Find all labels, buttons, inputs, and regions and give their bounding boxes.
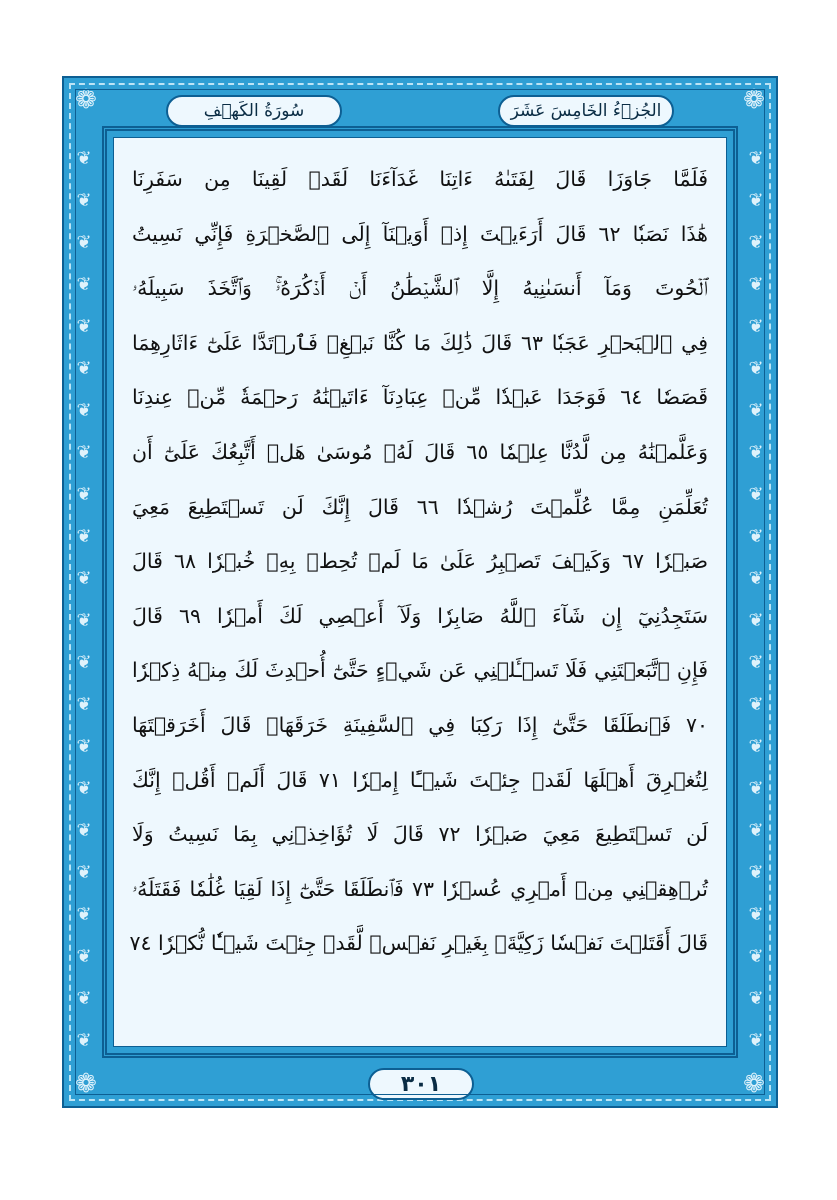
floral-corner-icon: ❁ bbox=[75, 1069, 97, 1099]
text-panel bbox=[113, 137, 727, 1047]
floral-corner-icon: ❁ bbox=[743, 85, 765, 115]
verse-line: تُرۡهِقۡنِي مِنۡ أَمۡرِي عُسۡرٗا ٧٣ فَٱنطَلَقَا حَتَّىٰٓ إِذَا لَقِيَا غُلَٰمٗا فَقَتَلَهُۥ bbox=[132, 876, 708, 901]
text-border bbox=[102, 126, 738, 1058]
verses-block bbox=[129, 152, 709, 1028]
verse-line: فَلَمَّا جَاوَزَا قَالَ لِفَتَىٰهُ ءَاتِنَا غَدَآءَنَا لَقَدۡ لَقِينَا مِن سَفَرِنَا bbox=[132, 167, 708, 191]
verse-line: قَصَصٗا ٦٤ فَوَجَدَا عَبۡدٗا مِّنۡ عِبَادِنَآ ءَاتَيۡنَٰهُ رَحۡمَةٗ مِّنۡ عِندِنَا bbox=[132, 385, 708, 410]
verse-line: ٧٠ فَٱنطَلَقَا حَتَّىٰٓ إِذَا رَكِبَا فِي ٱلسَّفِينَةِ خَرَقَهَاۖ قَالَ أَخَرَقۡتَهَا bbox=[132, 712, 708, 737]
juz-header: الجُزۡءُ الخَامِسَ عَشَرَ bbox=[498, 95, 674, 127]
floral-side-icon: ❦ ❦ ❦ ❦ ❦ ❦ ❦ ❦ ❦ ❦ ❦ ❦ ❦ ❦ ❦ ❦ ❦ ❦ ❦ ❦ ❦ ❦ bbox=[76, 148, 92, 1051]
page-number: ٣٠١ bbox=[368, 1068, 474, 1100]
mushaf-page-frame bbox=[62, 76, 778, 1108]
verse-line: ٱلۡحُوتَ وَمَآ أَنسَىٰنِيهُ إِلَّا ٱلشَّيۡطَٰنُ أَنۡ أَذۡكُرَهُۥۚ وَٱتَّخَذَ سَبِيلَهُۥ bbox=[132, 276, 708, 301]
verse-line: لِتُغۡرِقَ أَهۡلَهَا لَقَدۡ جِئۡتَ شَيۡـًٔا إِمۡرٗا ٧١ قَالَ أَلَمۡ أَقُلۡ إِنَّكَ bbox=[132, 767, 708, 792]
verse-line: تُعَلِّمَنِ مِمَّا عُلِّمۡتَ رُشۡدٗا ٦٦ قَالَ إِنَّكَ لَن تَسۡتَطِيعَ مَعِيَ bbox=[132, 494, 708, 519]
verse-line: لَن تَسۡتَطِيعَ مَعِيَ صَبۡرٗا ٧٢ قَالَ لَا تُؤَاخِذۡنِي بِمَا نَسِيتُ وَلَا bbox=[132, 822, 709, 847]
floral-corner-icon: ❁ bbox=[743, 1069, 765, 1099]
verse-line: هَٰذَا نَصَبٗا ٦٢ قَالَ أَرَءَيۡتَ إِذۡ أَوَيۡنَآ إِلَى ٱلصَّخۡرَةِ فَإِنِّي نَسِيتُ bbox=[132, 221, 708, 246]
verse-line: صَبۡرٗا ٦٧ وَكَيۡفَ تَصۡبِرُ عَلَىٰ مَا لَمۡ تُحِطۡ بِهِۦ خُبۡرٗا ٦٨ قَالَ bbox=[132, 549, 708, 574]
verse-line: فِي ٱلۡبَحۡرِ عَجَبٗا ٦٣ قَالَ ذَٰلِكَ مَا كُنَّا نَبۡغِۚ فَٱرۡتَدَّا عَلَىٰٓ ءَاثَارِهِمَا bbox=[132, 330, 709, 355]
floral-corner-icon: ❁ bbox=[75, 85, 97, 115]
verse-line: قَالَ أَقَتَلۡتَ نَفۡسٗا زَكِيَّةَۢ بِغَيۡرِ نَفۡسٖ لَّقَدۡ جِئۡتَ شَيۡـٔٗا نُّكۡرٗا ٧٤ bbox=[129, 931, 708, 956]
verse-line: سَتَجِدُنِيٓ إِن شَآءَ ٱللَّهُ صَابِرٗا وَلَآ أَعۡصِي لَكَ أَمۡرٗا ٦٩ قَالَ bbox=[132, 603, 708, 628]
surah-name-header: سُورَةُ الكَهۡفِ bbox=[166, 95, 342, 127]
verse-line: وَعَلَّمۡنَٰهُ مِن لَّدُنَّا عِلۡمٗا ٦٥ قَالَ لَهُۥ مُوسَىٰ هَلۡ أَتَّبِعُكَ عَلَىٰٓ أَن bbox=[132, 439, 708, 464]
verse-line: فَإِنِ ٱتَّبَعۡتَنِي فَلَا تَسۡـَٔلۡنِي عَن شَيۡءٍ حَتَّىٰٓ أُحۡدِثَ لَكَ مِنۡهُ ذِكۡرٗا bbox=[132, 658, 708, 683]
floral-side-icon: ❦ ❦ ❦ ❦ ❦ ❦ ❦ ❦ ❦ ❦ ❦ ❦ ❦ ❦ ❦ ❦ ❦ ❦ ❦ ❦ ❦ ❦ bbox=[748, 148, 764, 1051]
